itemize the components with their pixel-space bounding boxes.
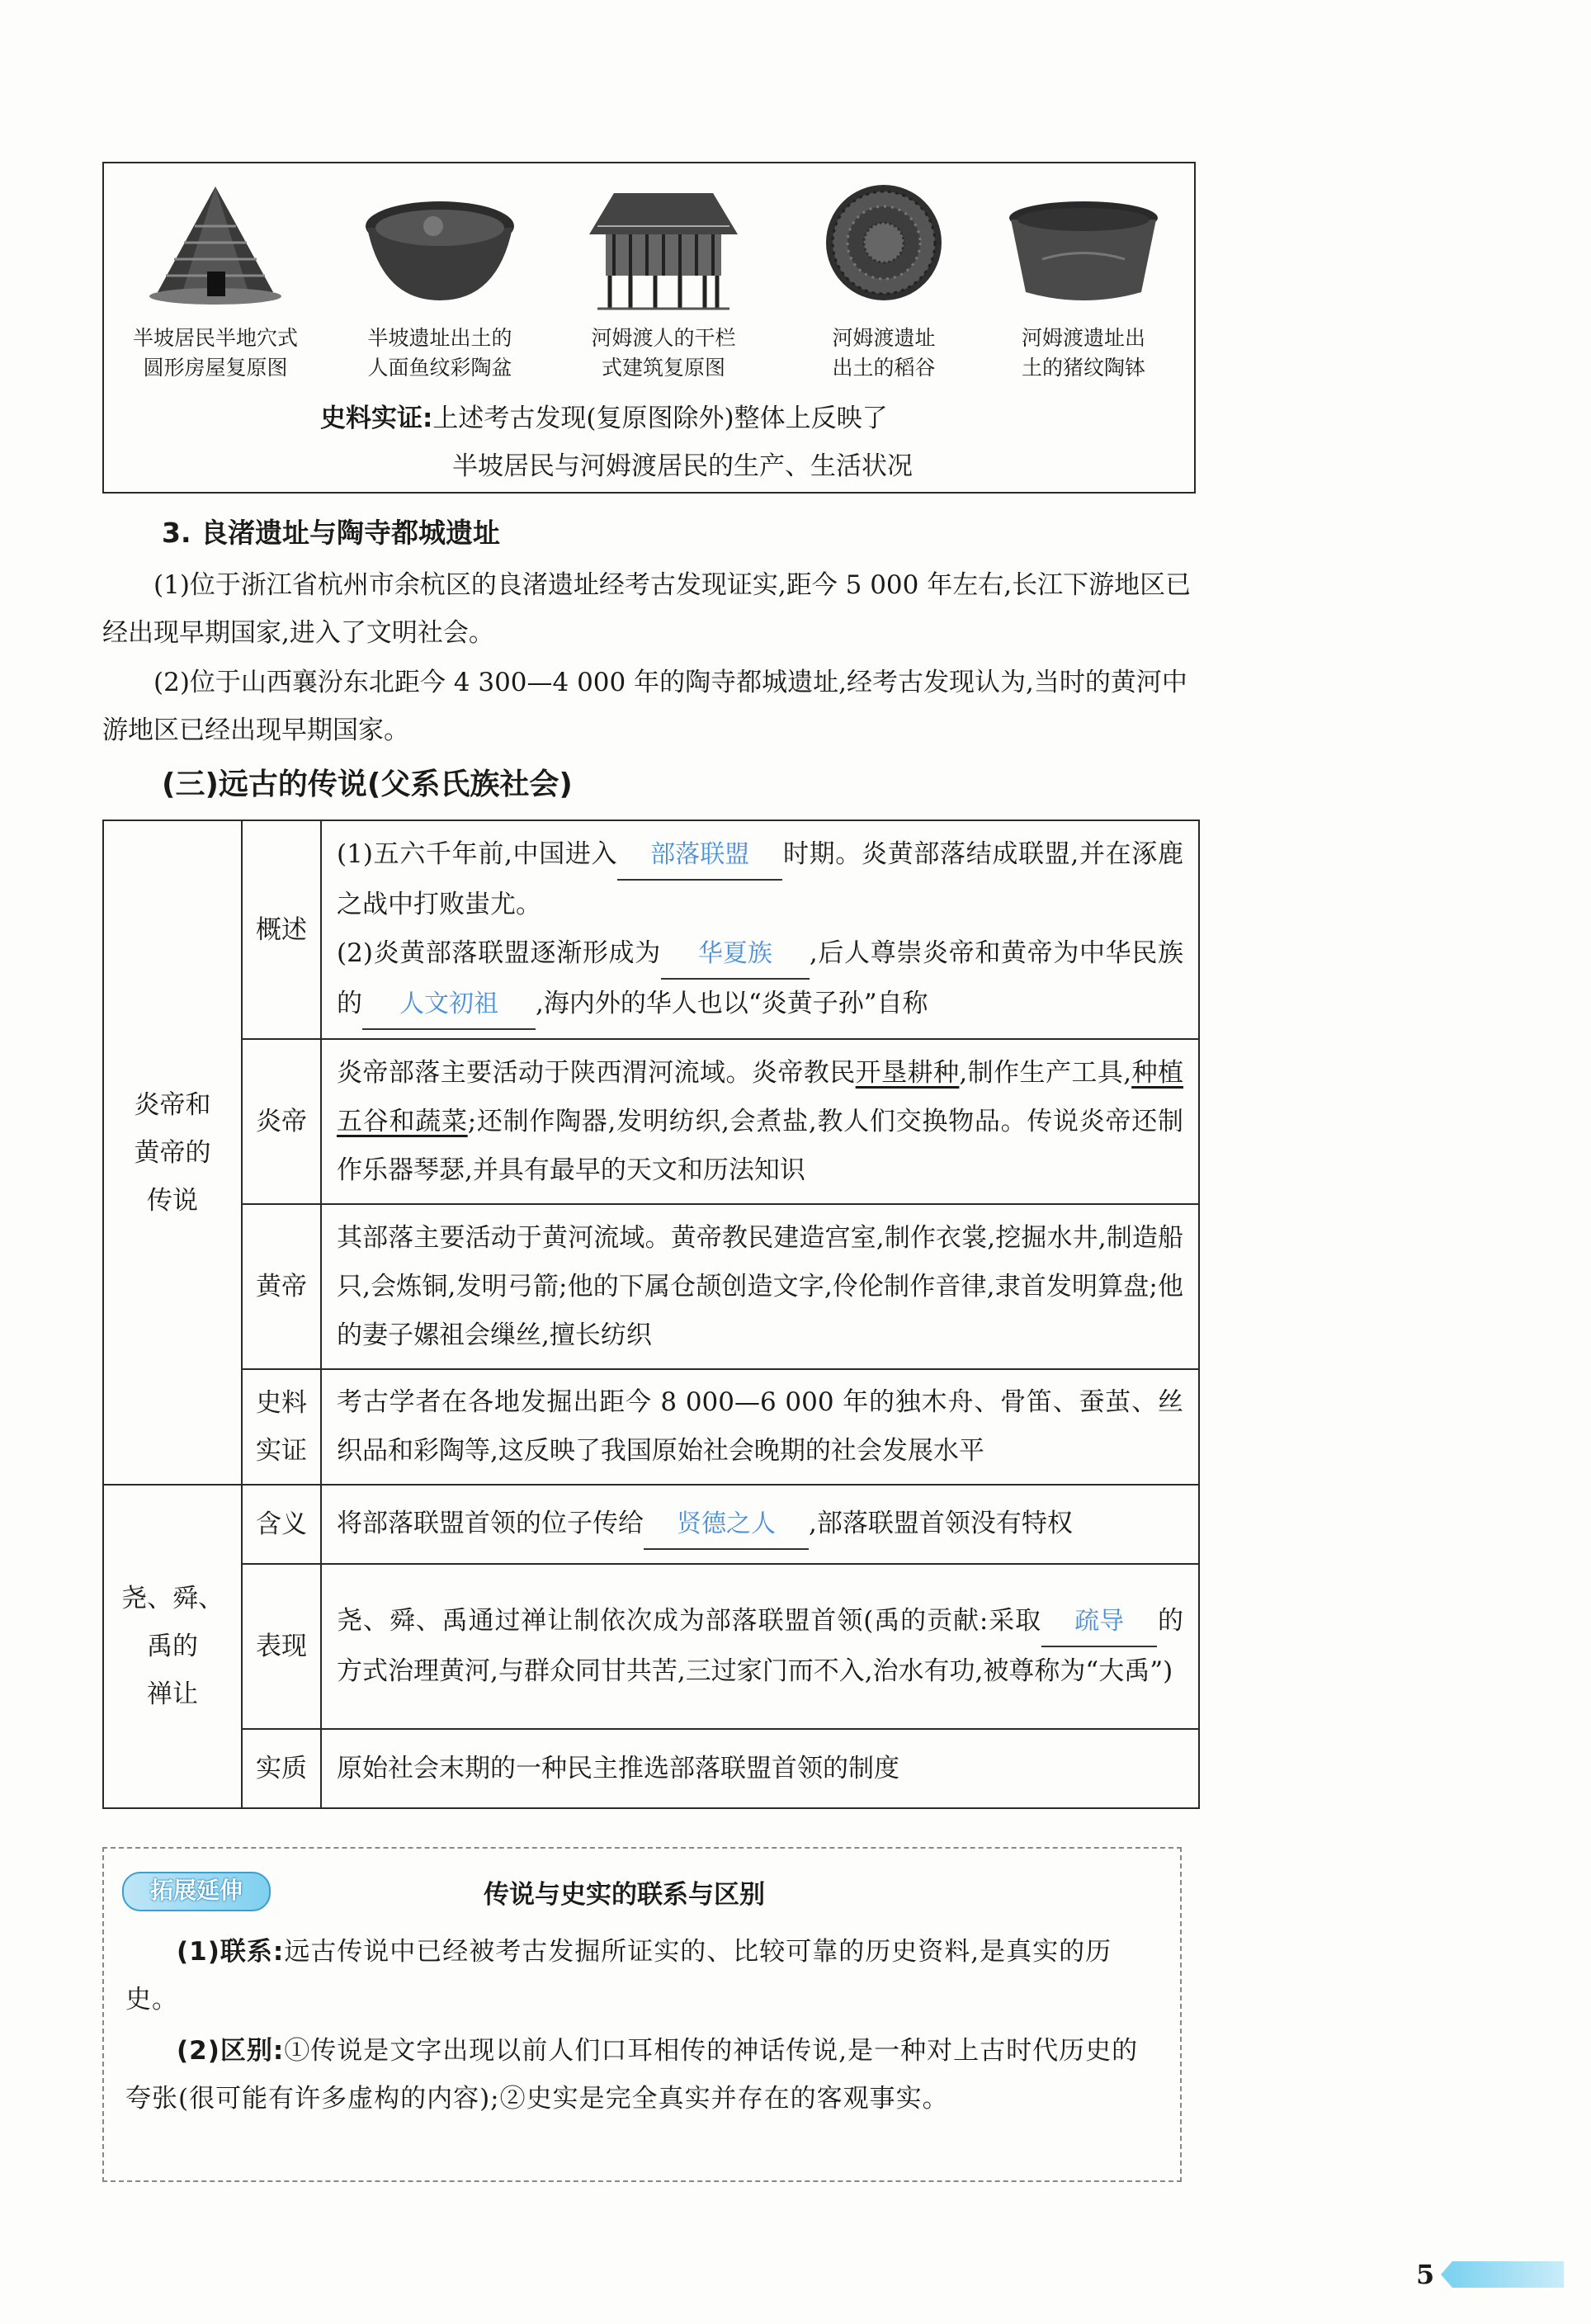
legends-table xyxy=(102,820,1200,1809)
huangdi-cell: 其部落主要活动于黄河流域。黄帝教民建造宫室,制作衣裳,挖掘水井,制造船只,会炼铜,发明弓箭;他的下属仓颉创造文字,伶伦制作音律,隶首发明算盘;他的妻子嫘祖会缫丝,擅长纺织 xyxy=(321,1204,1199,1369)
figure-caption: 半坡遗址出土的 人面鱼纹彩陶盆 xyxy=(367,326,512,380)
extension-difference-label: (2)区别: xyxy=(177,2036,285,2066)
figure-stilt-house xyxy=(569,177,758,383)
extension-badge: 拓展延伸 xyxy=(122,1872,271,1911)
row-label-essence: 实质 xyxy=(242,1729,321,1808)
table-row xyxy=(103,1729,1199,1808)
evidence-text: 上述考古发现(复原图除外)整体上反映了 xyxy=(432,404,888,433)
fish-basin-image xyxy=(357,177,522,317)
extension-connection-text: 远古传说中已经被考古发掘所证实的、比较可靠的历史资料,是真实的历史。 xyxy=(125,1937,1112,2015)
figure-caption: 河姆渡人的干栏 式建筑复原图 xyxy=(591,326,736,380)
answer-dredging: 疏导 xyxy=(1074,1607,1125,1636)
essence-cell: 原始社会末期的一种民主推选部落联盟首领的制度 xyxy=(321,1729,1199,1808)
answer-ancestor: 人文初祖 xyxy=(399,989,498,1018)
figure-pig-bowl xyxy=(989,177,1178,383)
row-label-evidence: 史料 实证 xyxy=(242,1369,321,1485)
answer-huaxia: 华夏族 xyxy=(697,938,772,968)
evidence-cell: 考古学者在各地发掘出距今 8 000—6 000 年的独木舟、骨笛、蚕茧、丝织品和彩陶等,这反映了我国原始社会晚期的社会发展水平 xyxy=(321,1369,1199,1485)
rice-grains-image xyxy=(801,177,966,317)
page-number-bar xyxy=(1452,2261,1564,2288)
figure-caption: 河姆渡遗址 出土的稻谷 xyxy=(832,326,936,380)
answer-virtuous: 贤德之人 xyxy=(677,1509,776,1538)
yandi-text: ;还制作陶器,发明纺织,会煮盐,教人们交换物品。传说炎帝还制作乐器琴瑟,并具有最早的天文和历法知识 xyxy=(337,1106,1184,1185)
section-heading-legends: (三)远古的传说(父系氏族社会) xyxy=(162,768,573,801)
overview-text: ,后人尊崇炎帝和黄帝为中华民族的 xyxy=(337,938,1183,1018)
table-row xyxy=(103,1204,1199,1369)
pig-bowl-image xyxy=(1001,177,1166,317)
table-row xyxy=(103,1039,1199,1204)
meaning-text: 将部落联盟首领的位子传给 xyxy=(337,1508,644,1538)
extension-connection-label: (1)联系: xyxy=(177,1937,285,1967)
extension-box xyxy=(102,1847,1182,2182)
extension-connection xyxy=(125,1928,1159,2024)
extension-difference xyxy=(125,2027,1159,2123)
yandi-cell xyxy=(321,1039,1199,1204)
page-number: 5 xyxy=(1416,2259,1435,2290)
paragraph-taosi: (2)位于山西襄汾东北距今 4 300—4 000 年的陶寺都城遗址,经考古发现认为,当时的黄河中游地区已经出现早期国家。 xyxy=(102,668,1187,745)
group-label-yan-huang: 炎帝和 黄帝的 传说 xyxy=(103,820,242,1485)
row-label-performance: 表现 xyxy=(242,1564,321,1729)
performance-text: 尧、舜、禹通过禅让制依次成为部落联盟首领(禹的贡献:采取 xyxy=(337,1606,1042,1636)
row-label-yandi: 炎帝 xyxy=(242,1039,321,1204)
overview-text: 时期。炎黄部落结成联盟,并在涿鹿之战中打败蚩尤。 xyxy=(337,838,1184,919)
yandi-text: 炎帝部落主要活动于陕西渭河流域。炎帝教民 xyxy=(337,1057,856,1088)
archaeology-figure-box xyxy=(102,162,1196,494)
stilt-house-image xyxy=(581,177,746,317)
extension-difference-text: ①传说是文字出现以前人们口耳相传的神话传说,是一种对上古时代历史的夸张(很可能有许多虚构的内容);②史实是完全真实并存在的客观事实。 xyxy=(125,2036,1139,2114)
extension-title: 传说与史实的联系与区别 xyxy=(484,1880,765,1910)
figure-rice-grains xyxy=(789,177,979,383)
section-heading-liangzhu: 3. 良渚遗址与陶寺都城遗址 xyxy=(162,517,500,549)
evidence-answer: 半坡居民与河姆渡居民的生产、生活状况 xyxy=(452,451,913,481)
evidence-label: 史料实证: xyxy=(320,404,433,433)
overview-text: (1)五六千年前,中国进入 xyxy=(337,838,618,869)
meaning-cell xyxy=(321,1485,1199,1564)
row-label-meaning: 含义 xyxy=(242,1485,321,1564)
row-label-overview: 概述 xyxy=(242,820,321,1039)
answer-tribal-alliance: 部落联盟 xyxy=(650,839,750,869)
performance-cell xyxy=(321,1564,1199,1729)
table-row xyxy=(103,820,1199,1039)
overview-text: (2)炎黄部落联盟逐渐形成为 xyxy=(337,938,661,968)
group-label-abdication: 尧、舜、 禹的 禅让 xyxy=(103,1485,242,1808)
overview-cell xyxy=(321,820,1199,1039)
yandi-underlined: 种植五谷和蔬菜 xyxy=(337,1057,1184,1136)
meaning-text: ,部落联盟首领没有特权 xyxy=(809,1508,1073,1538)
figure-caption: 半坡居民半地穴式 圆形房屋复原图 xyxy=(132,326,298,380)
overview-text: ,海内外的华人也以“炎黄子孙”自称 xyxy=(536,988,928,1018)
banpo-house-image xyxy=(133,177,298,317)
figure-caption: 河姆渡遗址出 土的猪纹陶钵 xyxy=(1021,326,1145,380)
paragraph-liangzhu: (1)位于浙江省杭州市余杭区的良渚遗址经考古发现证实,距今 5 000 年左右,长江下游地区已经出现早期国家,进入了文明社会。 xyxy=(102,570,1192,648)
row-label-huangdi: 黄帝 xyxy=(242,1204,321,1369)
performance-text: 的方式治理黄河,与群众同甘共苦,三过家门而不入,治水有功,被尊称为“大禹”) xyxy=(337,1606,1183,1686)
yandi-text: ,制作生产工具, xyxy=(959,1057,1132,1088)
table-row xyxy=(103,1564,1199,1729)
figure-banpo-house xyxy=(120,177,310,383)
yandi-underlined: 开垦耕种 xyxy=(855,1057,960,1088)
figure-fish-basin xyxy=(345,177,535,383)
evidence-statement xyxy=(320,394,913,490)
table-row xyxy=(103,1369,1199,1485)
table-row xyxy=(103,1485,1199,1564)
